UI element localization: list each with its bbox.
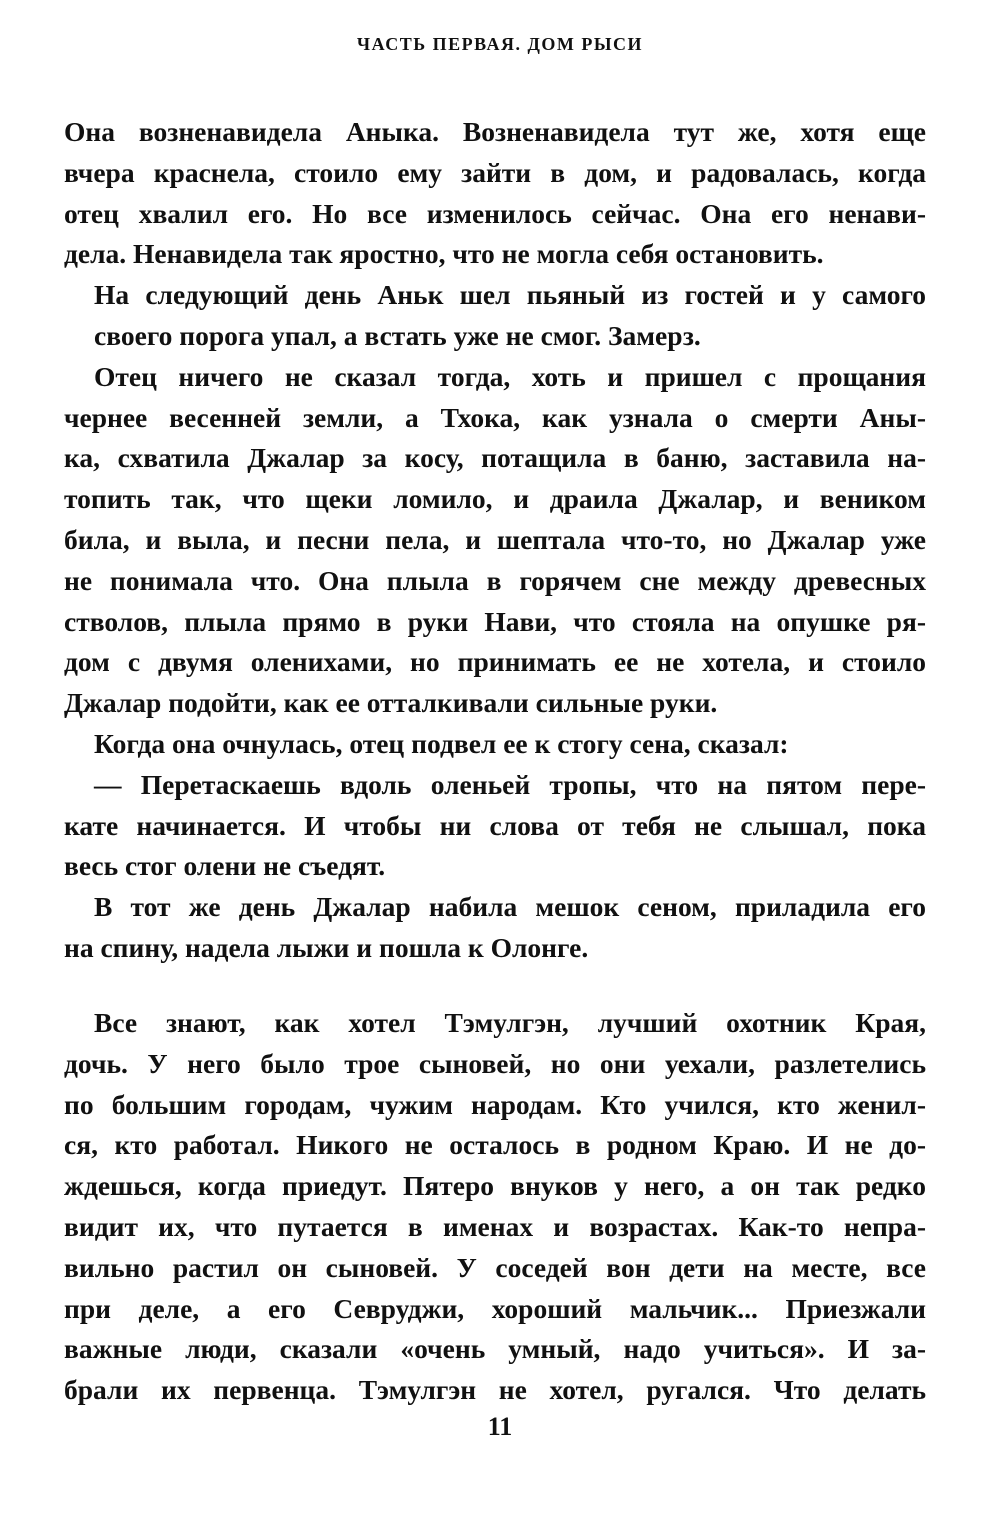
text-line: весь стог олени не съедят. bbox=[64, 850, 386, 882]
text-line: брали их первенца. Тэмулгэн не хотел, ругался. Что делать bbox=[64, 1374, 926, 1406]
text-line: дочь. У него было трое сыновей, но они уехали, разлетелись bbox=[64, 1047, 926, 1079]
text-line: На следующий день Аньк шел пьяный из гостей и у самого bbox=[94, 279, 926, 311]
text-line: ся, кто работал. Никого не осталось в родном Краю. И не до- bbox=[64, 1129, 926, 1161]
text-line: Джалар подойти, как ее отталкивали сильные руки. bbox=[64, 687, 718, 719]
page-number: 11 bbox=[487, 1412, 513, 1441]
text-section-1 bbox=[64, 112, 926, 969]
text-line: чернее весенней земли, а Тхока, как узнала о смерти Аны- bbox=[64, 401, 926, 433]
text-line: видит их, что путается в именах и возрастах. Как-то непра- bbox=[64, 1210, 926, 1242]
text-line: била, и выла, и песни пела, и шептала что-то, но Джалар уже bbox=[64, 523, 926, 555]
text-line: вчера краснела, стоило ему зайти в дом, и радовалась, когда bbox=[64, 156, 926, 188]
text-line: топить так, что щеки ломило, и драила Джалар, и веником bbox=[64, 483, 926, 515]
text-line: — Перетаскаешь вдоль оленьей тропы, что на пятом пере- bbox=[94, 768, 926, 800]
text-line: ка, схватила Джалар за косу, потащила в баню, заставила на- bbox=[64, 442, 926, 474]
text-line: на спину, надела лыжи и пошла к Олонге. bbox=[64, 931, 589, 963]
text-line: дом с двумя оленихами, но принимать ее не хотела, и стоило bbox=[64, 646, 926, 678]
text-line: дела. Ненавидела так яростно, что не могла себя остановить. bbox=[64, 238, 824, 270]
text-line: В тот же день Джалар набила мешок сеном, приладила его bbox=[94, 891, 926, 923]
text-line: стволов, плыла прямо в руки Нави, что стояла на опушке ря- bbox=[64, 605, 926, 637]
text-line: по большим городам, чужим народам. Кто учился, кто женил- bbox=[64, 1088, 926, 1120]
text-line: не понимала что. Она плыла в горячем сне между древесных bbox=[64, 564, 926, 596]
text-line: Она возненавидела Аныка. Возненавидела тут же, хотя еще bbox=[64, 116, 926, 147]
text-line: Все знают, как хотел Тэмулгэн, лучший охотник Края, bbox=[94, 1007, 926, 1038]
text-section-2 bbox=[64, 1003, 926, 1411]
text-line: Когда она очнулась, отец подвел ее к стогу сена, сказал: bbox=[94, 727, 789, 759]
text-line: своего порога упал, а встать уже не смог. Замерз. bbox=[94, 319, 701, 351]
text-line: Отец ничего не сказал тогда, хоть и пришел с прощания bbox=[94, 360, 926, 392]
text-line: отец хвалил его. Но все изменилось сейчас. Она его ненави- bbox=[64, 197, 926, 229]
running-head: ЧАСТЬ ПЕРВАЯ. ДОМ РЫСИ bbox=[356, 34, 644, 54]
text-line: кате начинается. И чтобы ни слова от тебя не слышал, пока bbox=[64, 809, 926, 841]
text-line: важные люди, сказали «очень умный, надо учиться». И за- bbox=[64, 1333, 926, 1365]
text-line: ждешься, когда приедут. Пятеро внуков у него, а он так редко bbox=[64, 1170, 926, 1202]
text-line: вильно растил он сыновей. У соседей вон дети на месте, все bbox=[64, 1251, 926, 1283]
text-line: при деле, а его Севруджи, хороший мальчик... Приезжали bbox=[64, 1292, 926, 1324]
